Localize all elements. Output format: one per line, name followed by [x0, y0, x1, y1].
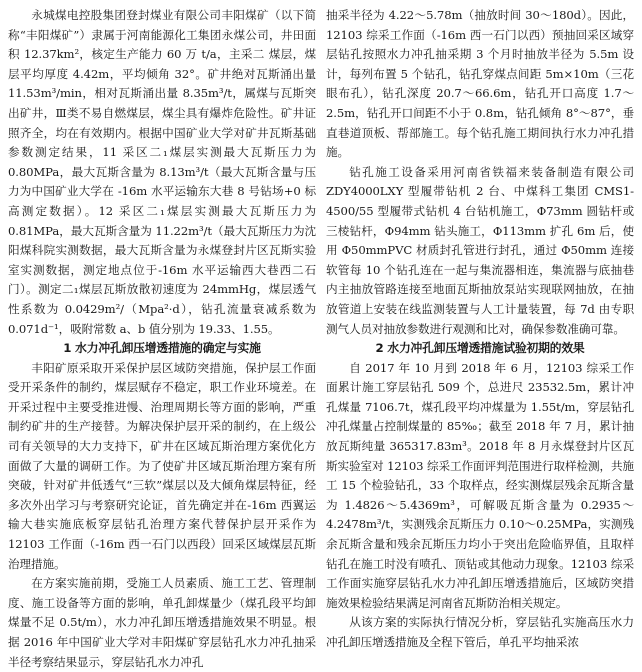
paragraph: 抽采半径为 4.22～5.78m（抽放时间 30～180d）。因此，12103 综采工作面（-16m 西一石门以西）预抽回采区域穿层钻孔按照水力冲孔抽采期 3 个月时抽放半径为 5.5m 设计，每列布置 5 个钻孔，钻孔穿煤点间距 5m×10m（三花眼布孔），钻孔深度 20.7～66.6m，钻孔开口高度 1.7～2.5m，钻孔开口间距不小于 0.8m，钻孔倾角 8°～87°，垂直巷道顶板、帮部施工。每个钻孔施工期间执行水力冲孔措施。 [326, 8, 634, 160]
paragraph: 从该方案的实际执行情况分析，穿层钻孔实施高压水力冲孔卸压增透措施及全程下管后，单孔平均抽采浓 [326, 615, 634, 649]
section-heading: 2 水力冲孔卸压增透措施试验初期的效果 [375, 341, 585, 356]
paragraph: 在方案实施前期，受施工人员素质、施工工艺、管理制度、施工设备等方面的影响，单孔卸煤量少（煤孔段平均卸煤量不足 0.5t/m），水力冲孔卸压增透措施效果不明显。根据 2016 年中国矿业大学对丰阳煤矿穿层钻孔水力冲孔抽采半径考察结果显示，穿层钻孔水力冲孔 [8, 576, 316, 669]
paragraph: 钻孔施工设备采用河南省铁福来装备制造有限公司 ZDY4000LXY 型履带钻机 2 台、中煤科工集团 CMS1-4500/55 型履带式钻机 4 台钻机施工，Φ73mm 圆钻杆或三棱钻杆，Φ94mm 钻头施工，Φ113mm 扩孔 6m 后，使用 Φ50mmPVC 材质封孔管进行封孔，通过 Φ50mm 连接软管每 10 个钻孔连在一起与集流器相连，集流器与底抽巷内主抽放管路连接至地面瓦斯抽放泵站实现联网抽放，在抽放管道上安装在线监测装置与人工计量装置，每 7d 由专职测气人员对抽放参数进行观测和比对，确保参数准确可靠。 [326, 164, 634, 336]
paragraph: 永城煤电控股集团登封煤业有限公司丰阳煤矿（以下简称“丰阳煤矿”）隶属于河南能源化工集团永煤公司，井田面积 12.37km²，核定生产能力 60 万 t/a，主采二 煤层，煤层平均厚度 4.42m，平均倾角 32°。矿井绝对瓦斯涌出量 11.53m³/min，相对瓦斯涌出量 8.35m³/t，属煤与瓦斯突出矿井，Ⅲ类不易自燃煤层，煤尘具有爆炸危险性。矿井证照齐全，均在有效期内。根据中国矿业大学对矿井瓦斯基础参数测定结果，11 采区二₁煤层实测最大瓦斯压力为 0.80MPa，最大瓦斯含量为 8.13m³/t（最大瓦斯含量与压力为中国矿业大学在 -16m 水平运输东大巷 8 号钻场+0 标高测定数据）。12 采区二₁煤层实测最大瓦斯压力为 0.81MPa，最大瓦斯含量为 11.22m³/t（最大瓦斯压力为沈阳煤科院实测数据，最大瓦斯含量为永煤登封片区瓦斯实验室实测数据，测定地点位于-16m 水平运输西大巷西二石门）。测定二₁煤层瓦斯放散初速度为 24mmHg，煤层透气性系数为 0.0429m²/（Mpa²·d），钻孔流量衰减系数为 0.071d⁻¹，吸附常数 a、b 值分别为 19.33、1.55。 [8, 8, 316, 336]
right-column [326, 6, 634, 649]
left-column [8, 6, 316, 669]
section-heading: 1 水力冲孔卸压增透措施的确定与实施 [63, 341, 261, 356]
paragraph: 自 2017 年 10 月到 2018 年 6 月，12103 综采工作面累计施工穿层钻孔 509 个，总进尺 23532.5m，累计冲孔煤量 7106.7t，煤孔段平均冲煤量为 1.55t/m，穿层钻孔冲孔煤量占控制煤量的 85‰；截至 2018 年 7 月，累计抽放瓦斯纯量 365317.83m³。2018 年 8 月永煤登封片区瓦斯实验室对 12103 综采工作面评判范围进行取样检测，共施工 15 个检验钻孔，33 个取样点，经实测煤层残余瓦斯含量为 1.4826～5.4369m³，可解吸瓦斯含量为 0.2935～4.2478m³/t，实测残余瓦斯压力 0.10～0.25MPa，实测残余瓦斯含量和残余瓦斯压力均小于突出危险临界值，且取样钻孔在施工时没有喷孔、顶钻或其他动力现象。12103 综采工作面实施穿层钻孔水力冲孔卸压增透措施后，区域防突措施效果检验结果满足河南省瓦斯防治相关规定。 [326, 360, 634, 610]
paragraph: 丰阳矿原采取开采保护层区域防突措施，保护层工作面受开采条件的制约，煤层赋存不稳定，职工作业环境差。在开采过程中主要受推进慢、治理周期长等方面的影响，严重制约矿井的生产接替。为解决保护层开采的制约，在上级公司有关领导的大力支持下，矿井在区域瓦斯治理方案优化方面做了大量的调研工作。为了使矿井区域瓦斯治理方案有所突破，针对矿井低透气“三软”煤层以及大倾角煤层特征，经多次外出学习与考察研究论证，首先确定并在-16m 西翼运输大巷实施底板穿层钻孔治理方案代替保护层开采作为 12103 工作面（-16m 西一石门以西段）回采区域煤层瓦斯治理措施。 [8, 360, 316, 571]
